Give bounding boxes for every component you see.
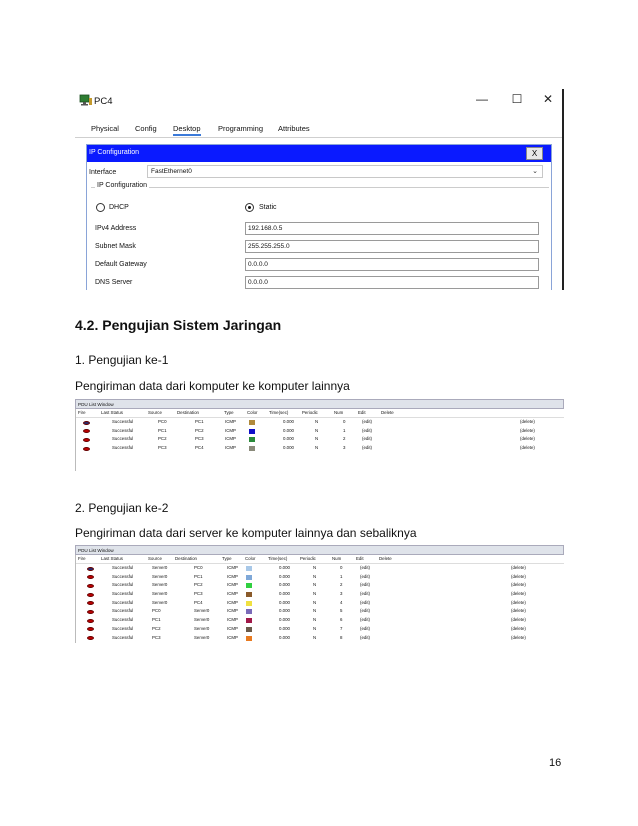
section-heading: 4.2. Pengujian Sistem Jaringan	[75, 317, 282, 333]
last-status-cell: Successful	[112, 582, 134, 588]
destination-cell: Server0	[194, 634, 210, 640]
destination-cell: PC4	[195, 445, 204, 451]
type-cell: ICMP	[227, 591, 238, 597]
color-swatch	[249, 429, 255, 434]
periodic-cell: N	[313, 608, 317, 614]
col-last-status: Last Status	[101, 410, 123, 415]
num-cell: 8	[340, 634, 343, 640]
fire-status-icon[interactable]	[87, 636, 94, 640]
delete-link[interactable]: (delete)	[511, 608, 526, 614]
col-time: Time(sec)	[268, 556, 288, 561]
last-status-cell: Successful	[112, 634, 134, 640]
periodic-cell: N	[313, 625, 317, 631]
last-status-cell: Successful	[112, 591, 134, 597]
num-cell: 5	[340, 608, 343, 614]
col-source: Source	[148, 556, 162, 561]
periodic-cell: N	[313, 565, 317, 570]
last-status-cell: Successful	[112, 599, 134, 605]
destination-cell: PC1	[195, 419, 204, 424]
pdu-row	[75, 564, 564, 573]
pdu-row	[75, 418, 564, 427]
time-cell: 0.000	[279, 625, 290, 631]
color-swatch	[246, 618, 252, 623]
source-cell: PC0	[158, 419, 167, 424]
ipv4-address-label: IPv4 Address	[95, 225, 137, 232]
source-cell: PC3	[152, 634, 161, 640]
pdu-header-row	[75, 409, 564, 418]
time-cell: 0.000	[279, 591, 290, 597]
color-swatch	[249, 420, 255, 425]
interface-value: FastEthernet0	[151, 168, 192, 175]
pdu-rows	[75, 418, 564, 453]
window-title: PC4	[94, 96, 113, 107]
pdu-row	[75, 607, 564, 616]
color-swatch	[246, 566, 252, 571]
periodic-cell: N	[313, 591, 317, 597]
col-color: Color	[247, 410, 258, 415]
ip-configuration-panel	[86, 144, 552, 290]
static-radio[interactable]	[245, 203, 254, 212]
edit-link[interactable]: (edit)	[360, 565, 371, 570]
last-status-cell: Successful	[112, 617, 134, 623]
num-cell: 1	[340, 573, 343, 579]
col-num: Num	[334, 410, 344, 415]
fire-status-icon[interactable]	[87, 584, 94, 588]
color-swatch	[249, 437, 255, 442]
type-cell: ICMP	[227, 634, 238, 640]
window-titlebar	[75, 89, 562, 113]
pdu-row	[75, 634, 564, 643]
destination-cell: Server0	[194, 617, 210, 623]
maximize-button[interactable]: ☐	[511, 92, 523, 106]
periodic-cell: N	[315, 436, 319, 442]
ip-config-title: IP Configuration	[89, 149, 140, 156]
pdu-row	[75, 616, 564, 625]
col-edit: Edit	[356, 556, 364, 561]
delete-link[interactable]: (delete)	[520, 436, 535, 442]
type-cell: ICMP	[227, 625, 238, 631]
edit-link[interactable]: (edit)	[362, 436, 373, 442]
minimize-button[interactable]: —	[476, 92, 488, 106]
color-swatch	[246, 601, 252, 606]
type-cell: ICMP	[227, 582, 238, 588]
tab-attributes[interactable]: Attributes	[278, 124, 310, 133]
edit-link[interactable]: (edit)	[360, 582, 371, 588]
col-fire: Fire	[78, 410, 86, 415]
last-status-cell: Successful	[112, 436, 134, 442]
fire-status-icon[interactable]	[83, 438, 90, 442]
test2-description: Pengiriman data dari server ke komputer lainnya dan sebaliknya	[75, 526, 417, 540]
destination-cell: PC4	[194, 599, 203, 605]
col-delete: Delete	[379, 556, 392, 561]
fire-status-icon[interactable]	[87, 619, 94, 623]
tab-desktop[interactable]: Desktop	[173, 124, 201, 136]
source-cell: Server0	[152, 599, 168, 605]
delete-link[interactable]: (delete)	[520, 445, 535, 451]
source-cell: Server0	[152, 565, 168, 570]
close-button[interactable]: ✕	[542, 92, 554, 106]
delete-link[interactable]: (delete)	[520, 419, 535, 424]
static-label: Static	[259, 204, 277, 211]
delete-link[interactable]: (delete)	[520, 427, 535, 433]
test1-heading: 1. Pengujian ke-1	[75, 353, 169, 367]
destination-cell: PC2	[195, 427, 204, 433]
num-cell: 4	[340, 599, 343, 605]
delete-link[interactable]: (delete)	[511, 634, 526, 640]
tab-config[interactable]: Config	[135, 124, 157, 133]
table-border	[75, 409, 76, 471]
type-cell: ICMP	[225, 445, 236, 451]
dhcp-label: DHCP	[109, 204, 129, 211]
time-cell: 0.000	[279, 599, 290, 605]
num-cell: 1	[343, 427, 346, 433]
fire-status-icon[interactable]	[87, 610, 94, 614]
color-swatch	[246, 627, 252, 632]
col-fire: Fire	[78, 556, 86, 561]
color-swatch	[246, 575, 252, 580]
pdu-row	[75, 590, 564, 599]
num-cell: 0	[343, 419, 346, 424]
delete-link[interactable]: (delete)	[511, 625, 526, 631]
delete-link[interactable]: (delete)	[511, 573, 526, 579]
dhcp-radio[interactable]	[96, 203, 105, 212]
col-destination: Destination	[177, 410, 199, 415]
delete-link[interactable]: (delete)	[511, 591, 526, 597]
chevron-down-icon: ⌄	[532, 168, 538, 175]
edit-link[interactable]: (edit)	[360, 634, 371, 640]
pdu-window-title: PDU List Window	[75, 545, 564, 555]
type-cell: ICMP	[225, 436, 236, 442]
destination-cell: Server0	[194, 608, 210, 614]
col-color: Color	[245, 556, 256, 561]
source-cell: Server0	[152, 591, 168, 597]
color-swatch	[246, 583, 252, 588]
time-cell: 0.000	[279, 565, 290, 570]
edit-link[interactable]: (edit)	[360, 573, 371, 579]
type-cell: ICMP	[227, 599, 238, 605]
source-cell: PC2	[152, 625, 161, 631]
type-cell: ICMP	[227, 608, 238, 614]
delete-link[interactable]: (delete)	[511, 617, 526, 623]
edit-link[interactable]: (edit)	[360, 591, 371, 597]
last-status-cell: Successful	[112, 445, 134, 451]
fire-status-icon[interactable]	[87, 567, 94, 571]
type-cell: ICMP	[227, 573, 238, 579]
col-num: Num	[332, 556, 342, 561]
edit-link[interactable]: (edit)	[360, 608, 371, 614]
fire-status-icon[interactable]	[87, 601, 94, 605]
color-swatch	[246, 592, 252, 597]
pc4-window	[75, 89, 564, 290]
edit-link[interactable]: (edit)	[360, 599, 371, 605]
col-destination: Destination	[175, 556, 197, 561]
color-swatch	[246, 609, 252, 614]
time-cell: 0.000	[283, 427, 294, 433]
destination-cell: PC2	[194, 582, 203, 588]
pdu-row	[75, 573, 564, 582]
test2-heading: 2. Pengujian ke-2	[75, 501, 169, 515]
num-cell: 2	[340, 582, 343, 588]
source-cell: PC2	[158, 436, 167, 442]
num-cell: 3	[343, 445, 346, 451]
delete-link[interactable]: (delete)	[511, 565, 526, 570]
col-source: Source	[148, 410, 162, 415]
subnet-mask-input[interactable]: 255.255.255.0	[245, 240, 539, 253]
edit-link[interactable]: (edit)	[362, 427, 373, 433]
time-cell: 0.000	[279, 617, 290, 623]
group-divider	[91, 187, 549, 188]
last-status-cell: Successful	[112, 419, 134, 424]
col-delete: Delete	[381, 410, 394, 415]
interface-label: Interface	[89, 169, 117, 176]
fire-status-icon[interactable]	[83, 429, 90, 433]
source-cell: Server0	[152, 582, 168, 588]
color-swatch	[249, 446, 255, 451]
col-type: Type	[222, 556, 232, 561]
dns-server-label: DNS Server	[95, 279, 133, 286]
pdu-row	[75, 427, 564, 436]
destination-cell: PC3	[194, 591, 203, 597]
num-cell: 7	[340, 625, 343, 631]
num-cell: 3	[340, 591, 343, 597]
pdu-list-window-2	[75, 545, 564, 643]
time-cell: 0.000	[279, 608, 290, 614]
periodic-cell: N	[315, 427, 319, 433]
pdu-row	[75, 444, 564, 453]
pdu-list-window-1	[75, 399, 564, 471]
type-cell: ICMP	[227, 565, 238, 570]
pc-app-icon	[79, 94, 93, 107]
fire-status-icon[interactable]	[83, 447, 90, 451]
delete-link[interactable]: (delete)	[511, 582, 526, 588]
col-edit: Edit	[358, 410, 366, 415]
fire-status-icon[interactable]	[83, 421, 90, 425]
last-status-cell: Successful	[112, 573, 134, 579]
time-cell: 0.000	[279, 634, 290, 640]
source-cell: PC0	[152, 608, 161, 614]
col-time: Time(sec)	[269, 410, 289, 415]
tab-programming[interactable]: Programming	[218, 124, 264, 133]
default-gateway-label: Default Gateway	[95, 261, 147, 268]
fire-status-icon[interactable]	[87, 575, 94, 579]
source-cell: PC1	[152, 617, 161, 623]
num-cell: 2	[343, 436, 346, 442]
dns-server-input[interactable]: 0.0.0.0	[245, 276, 539, 289]
last-status-cell: Successful	[112, 427, 134, 433]
delete-link[interactable]: (delete)	[511, 599, 526, 605]
fire-status-icon[interactable]	[87, 593, 94, 597]
pdu-row	[75, 435, 564, 444]
type-cell: ICMP	[227, 617, 238, 623]
periodic-cell: N	[313, 573, 317, 579]
ip-config-group-label: IP Configuration	[97, 182, 148, 189]
type-cell: ICMP	[225, 419, 236, 424]
edit-link[interactable]: (edit)	[360, 617, 371, 623]
ip-config-close-button[interactable]: X	[526, 147, 543, 160]
time-cell: 0.000	[283, 436, 294, 442]
pdu-header-row	[75, 555, 564, 564]
periodic-cell: N	[313, 617, 317, 623]
destination-cell: PC1	[194, 573, 203, 579]
time-cell: 0.000	[283, 419, 294, 424]
edit-link[interactable]: (edit)	[362, 445, 373, 451]
periodic-cell: N	[313, 582, 317, 588]
col-type: Type	[224, 410, 234, 415]
periodic-cell: N	[315, 445, 319, 451]
edit-link[interactable]: (edit)	[360, 625, 371, 631]
fire-status-icon[interactable]	[87, 627, 94, 631]
periodic-cell: N	[313, 634, 317, 640]
periodic-cell: N	[315, 419, 319, 424]
tab-bar	[75, 123, 562, 138]
time-cell: 0.000	[279, 582, 290, 588]
col-last-status: Last Status	[101, 556, 123, 561]
last-status-cell: Successful	[112, 565, 134, 570]
col-periodic: Periodic	[302, 410, 318, 415]
pdu-rows	[75, 564, 564, 642]
color-swatch	[246, 636, 252, 641]
num-cell: 0	[340, 565, 343, 570]
type-cell: ICMP	[225, 427, 236, 433]
time-cell: 0.000	[279, 573, 290, 579]
source-cell: Server0	[152, 573, 168, 579]
table-border	[75, 555, 76, 643]
pdu-row	[75, 625, 564, 634]
edit-link[interactable]: (edit)	[362, 419, 373, 424]
last-status-cell: Successful	[112, 625, 134, 631]
ipv4-address-input[interactable]: 192.168.0.5	[245, 222, 539, 235]
test1-description: Pengiriman data dari komputer ke komputer lainnya	[75, 379, 350, 393]
source-cell: PC3	[158, 445, 167, 451]
pdu-window-title: PDU List Window	[75, 399, 564, 409]
col-periodic: Periodic	[300, 556, 316, 561]
ip-config-titlebar	[87, 145, 551, 162]
subnet-mask-label: Subnet Mask	[95, 243, 136, 250]
periodic-cell: N	[313, 599, 317, 605]
destination-cell: PC3	[195, 436, 204, 442]
last-status-cell: Successful	[112, 608, 134, 614]
page-number: 16	[549, 757, 562, 769]
destination-cell: PC0	[194, 565, 203, 570]
num-cell: 6	[340, 617, 343, 623]
source-cell: PC1	[158, 427, 167, 433]
default-gateway-input[interactable]: 0.0.0.0	[245, 258, 539, 271]
time-cell: 0.000	[283, 445, 294, 451]
interface-select[interactable]	[147, 165, 543, 178]
tab-physical[interactable]: Physical	[91, 124, 119, 133]
pdu-row	[75, 581, 564, 590]
pdu-row	[75, 599, 564, 608]
destination-cell: Server0	[194, 625, 210, 631]
